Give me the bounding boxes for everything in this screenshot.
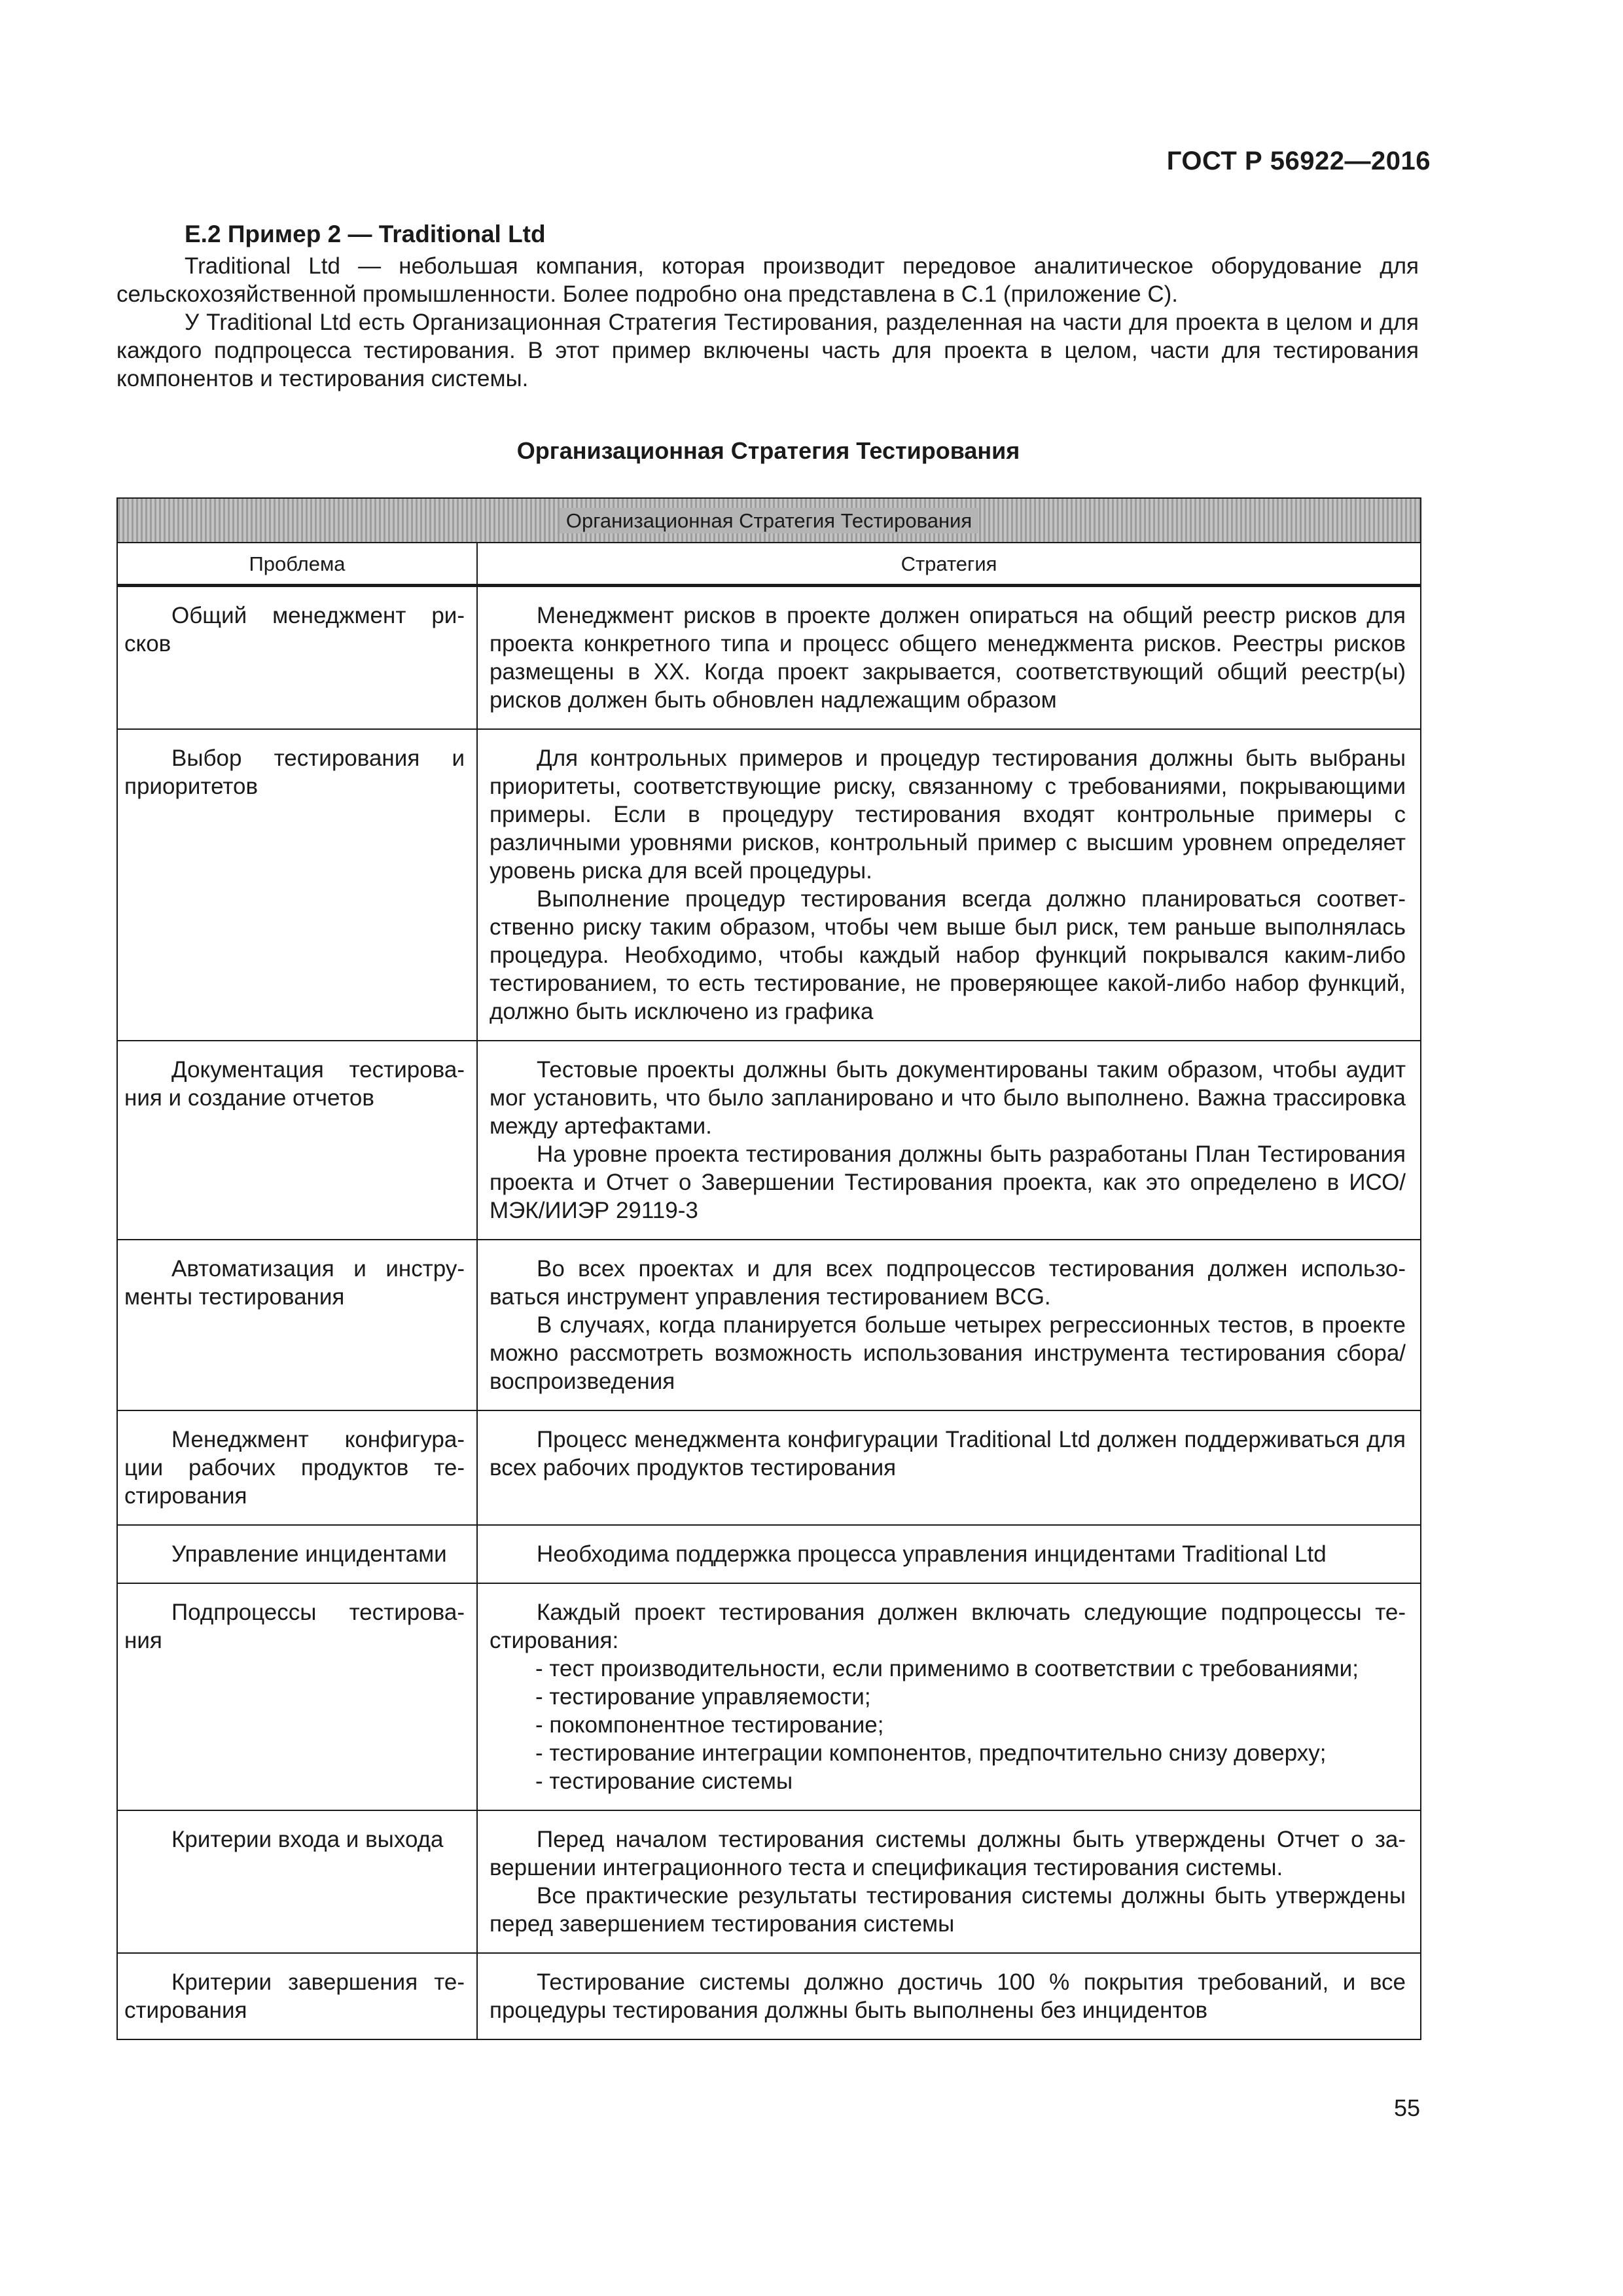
table-row [117, 1410, 1421, 1525]
problem-cell: Подпроцессы тестирования [117, 1583, 477, 1810]
table-row [117, 1810, 1421, 1953]
problem-cell: Выбор тестирования и приоритетов [117, 729, 477, 1041]
problem-cell: Критерии входа и выхода [117, 1810, 477, 1953]
table-row [117, 1041, 1421, 1240]
problem-cell: Автоматизация и инструменты тестирования [117, 1240, 477, 1410]
problem-cell: Управление инцидентами [117, 1525, 477, 1583]
problem-cell: Общий менеджмент рисков [117, 586, 477, 730]
strategy-cell: Менеджмент рисков в проекте должен опираться на общий реестр рисков для проекта конкретного типа и процесс общего менеджмента рисков. Реестры рисков размещены в XX. Когда проект закрывается, соответствующий общий реестр(ы) рисков должен быть обновлен надлежащим образом [477, 586, 1421, 730]
problem-cell: Критерии завершения тестирования [117, 1953, 477, 2039]
strategy-cell: Для контрольных примеров и процедур тестирования должны быть выбраны приоритеты, соответствующие риску, связанному с требованиями, покрывающими примеры. Если в процедуру тестирования входят контрольные примеры с различными уровнями рисков, контрольный пример с высшим уровнем определяет уровень риска для всей процедуры. Выполнение процедур тестирования всегда должно планироваться соответственно риску таким образом, чтобы чем выше был риск, тем раньше выполнялась процедура. Необходимо, чтобы каждый набор функций покрывался каким-либо тестированием, то есть тестирование, не проверяющее какой-либо набор функций, должно быть исключено из графика [477, 729, 1421, 1041]
strategy-cell: Каждый проект тестирования должен включать следующие подпроцессы тестирования: - тест производительности, если применимо в соответствии с требованиями; - тестирование управляемости; - покомпонентное тестирование; - тестирование интеграции компонентов, предпочтительно снизу доверху; - тестирование системы [477, 1583, 1421, 1810]
problem-cell: Менеджмент конфигурации рабочих продуктов тестирования [117, 1410, 477, 1525]
list-item: - тестирование управляемости; [535, 1684, 871, 1710]
table-row [117, 729, 1421, 1041]
page-number: 55 [1393, 2094, 1420, 2121]
table-row [117, 1525, 1421, 1583]
strategy-cell: Перед началом тестирования системы должны быть утверждены Отчет о завершении интеграционного теста и спецификация тестирования системы. Все практические результаты тестирования системы должны быть утверждены перед завершением тестирования системы [477, 1810, 1421, 1953]
document-code: ГОСТ Р 56922—2016 [1166, 147, 1431, 175]
list-item: - тест производительности, если применимо в соответствии с требованиями; [535, 1656, 1359, 1681]
table-row [117, 586, 1421, 730]
table-row [117, 1583, 1421, 1810]
list-item: - тестирование системы [535, 1768, 793, 1794]
intro-paragraph: Traditional Ltd — небольшая компания, которая производит передовое аналитическое оборудование для сельскохозяйственной промышленности. Более подробно она представлена в С.1 (приложение С). [116, 253, 1419, 307]
section-title: Е.2 Пример 2 — Traditional Ltd [185, 221, 546, 247]
table-band-title: Организационная Стратегия Тестирования [117, 498, 1421, 543]
strategy-cell: Необходима поддержка процесса управления инцидентами Traditional Ltd [477, 1525, 1421, 1583]
column-header-problem: Проблема [117, 543, 477, 586]
strategy-cell: Тестовые проекты должны быть документированы таким образом, чтобы аудит мог установить, что было запланировано и что было выполнено. Важна трассировка между артефактами. На уровне проекта тестирования должны быть разработаны План Тестирования проекта и Отчет о Завершении Тестирования проекта, как это определено в ИСО/МЭК/ИИЭР 29119-3 [477, 1041, 1421, 1240]
strategy-cell: Процесс менеджмента конфигурации Traditional Ltd должен поддерживаться для всех рабочих продуктов тестирования [477, 1410, 1421, 1525]
strategy-table [116, 497, 1421, 2040]
column-header-strategy: Стратегия [477, 543, 1421, 586]
intro-paragraph: У Traditional Ltd есть Организационная Стратегия Тестирования, разделенная на части для проекта в целом и для каждого подпроцесса тестирования. В этот пример включены часть для проекта в целом, части для тестирования компонентов и тестирования системы. [116, 310, 1419, 391]
table-row [117, 1953, 1421, 2039]
table-band-row [117, 498, 1421, 543]
table-row [117, 1240, 1421, 1410]
list-item: - покомпонентное тестирование; [535, 1712, 884, 1738]
list-item: - тестирование интеграции компонентов, предпочтительно снизу доверху; [535, 1740, 1327, 1766]
strategy-cell: Тестирование системы должно достичь 100 % покрытия требований, и все процедуры тестирования должны быть выполнены без инцидентов [477, 1953, 1421, 2039]
strategy-cell: Во всех проектах и для всех подпроцессов тестирования должен использоваться инструмент управления тестированием BCG. В случаях, когда планируется больше четырех регрессионных тестов, в проекте можно рассмотреть возможность использования инструмента тестирования сбора/воспроизведения [477, 1240, 1421, 1410]
intro-section [116, 220, 1419, 393]
table-header-row [117, 543, 1421, 586]
strategy-title: Организационная Стратегия Тестирования [516, 437, 1020, 464]
problem-cell: Документация тестирования и создание отчетов [117, 1041, 477, 1240]
